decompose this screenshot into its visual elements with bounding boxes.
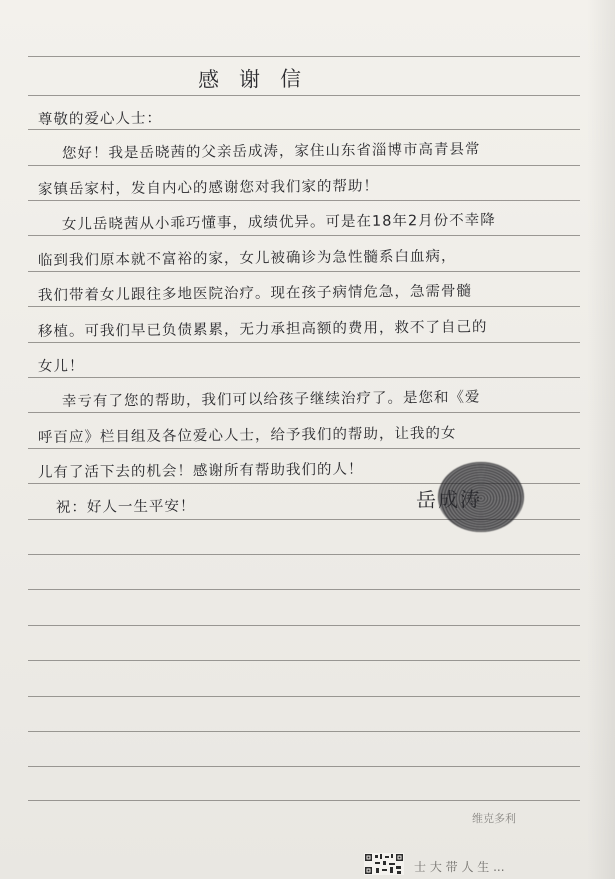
letter-line: 幸亏有了您的帮助，我们可以给孩子继续治疗了。是您和《爱 xyxy=(61,389,481,410)
letter-line: 呼百应》栏目组及各位爱心人士，给予我们的帮助，让我的女 xyxy=(37,425,457,446)
ruled-line xyxy=(28,448,580,449)
page-edge-shadow xyxy=(587,0,615,879)
ruled-line xyxy=(28,731,580,732)
letter-line: 女儿岳晓茜从小乖巧懂事，成绩优异。可是在18年2月份不幸降 xyxy=(61,212,496,233)
letter-line: 我们带着女儿跟往多地医院治疗。现在孩子病情危急，急需骨髓 xyxy=(37,283,473,304)
letter-line: 家镇岳家村，发自内心的感谢您对我们家的帮助！ xyxy=(37,178,380,198)
ruled-line xyxy=(28,660,580,661)
letter-line: 您好！我是岳晓茜的父亲岳成涛，家住山东省淄博市高青县常 xyxy=(61,141,481,162)
ruled-line xyxy=(28,235,580,236)
watermark: 维克多利 xyxy=(472,812,516,825)
ruled-line xyxy=(28,129,580,130)
ruled-line xyxy=(28,589,580,590)
ruled-line xyxy=(28,554,580,555)
footer-text: 士 大 带 人 生 ... xyxy=(414,860,505,874)
letter-line: 祝：好人一生平安！ xyxy=(55,498,196,516)
ruled-line xyxy=(28,95,580,96)
letter-line: 移植。可我们早已负债累累，无力承担高额的费用，救不了自己的 xyxy=(37,319,488,340)
letter-title: 感谢信 xyxy=(197,66,322,92)
ruled-line xyxy=(28,412,580,413)
qr-code-icon xyxy=(364,853,404,875)
ruled-line xyxy=(28,625,580,626)
ruled-line xyxy=(28,200,580,201)
ruled-line xyxy=(28,696,580,697)
ruled-line xyxy=(28,800,580,801)
letter-line: 女儿！ xyxy=(37,358,85,375)
signature: 岳成涛 xyxy=(415,487,483,512)
letter-line: 临到我们原本就不富裕的家，女儿被确诊为急性髓系白血病， xyxy=(37,248,457,269)
letter-line: 儿有了活下去的机会！感谢所有帮助我们的人！ xyxy=(37,461,364,481)
ruled-line xyxy=(28,377,580,378)
ruled-line xyxy=(28,766,580,767)
salutation: 尊敬的爱心人士： xyxy=(37,110,163,128)
ruled-line xyxy=(28,342,580,343)
ruled-line xyxy=(28,306,580,307)
ruled-line xyxy=(28,271,580,272)
ruled-line xyxy=(28,56,580,57)
ruled-line xyxy=(28,165,580,166)
